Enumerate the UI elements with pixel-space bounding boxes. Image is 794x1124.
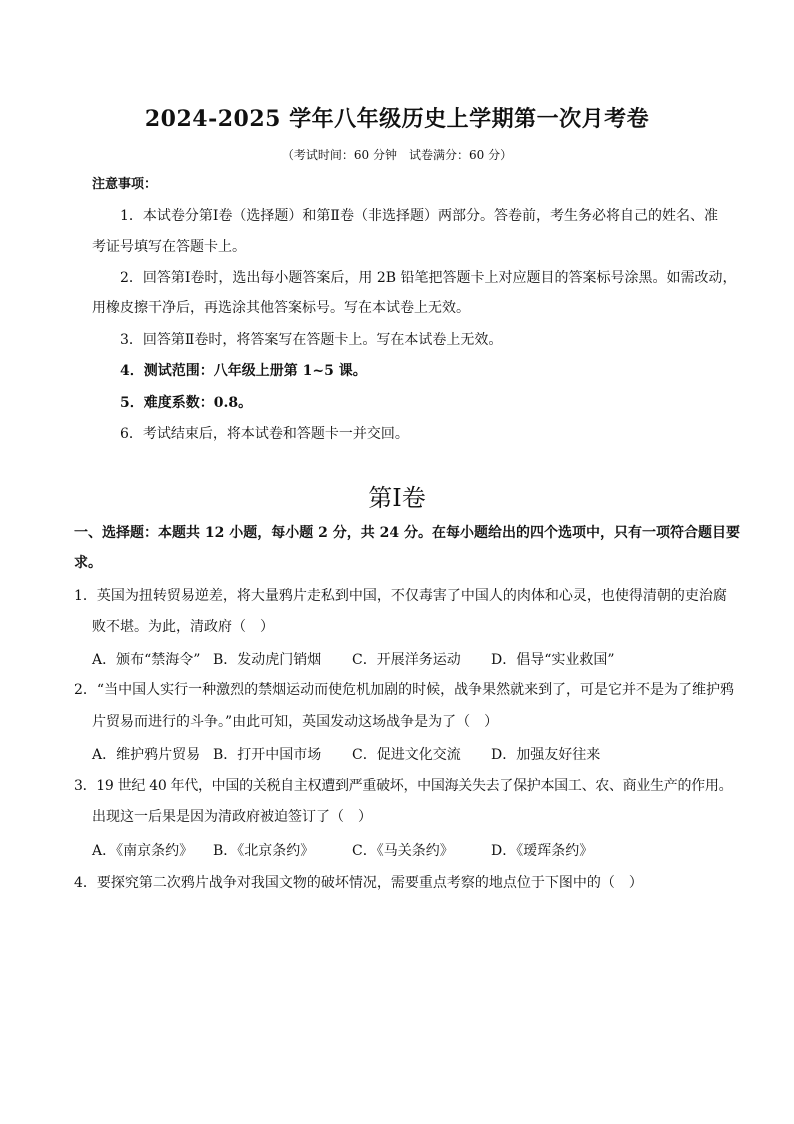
question-1-line-1: 1．英国为扭转贸易逆差，将大量鸦片走私到中国，不仅毒害了中国人的肉体和心灵，也使得清朝的吏治腐 <box>74 588 727 604</box>
notice-item-2-line-2: 用橡皮擦干净后，再选涂其他答案标号。写在本试卷上无效。 <box>92 300 470 316</box>
question-1-option-a: A．颁布“禁海令” <box>92 652 201 668</box>
exam-subtitle: （考试时间：60 分钟 试卷满分：60 分） <box>281 148 513 162</box>
question-1-option-d: D．倡导“实业救国” <box>491 652 615 668</box>
notice-item-3: 3．回答第Ⅱ卷时，将答案写在答题卡上。写在本试卷上无效。 <box>120 332 503 348</box>
section-instruction-line-1: 一、选择题：本题共 12 小题，每小题 2 分，共 24 分。在每小题给出的四个选项中，只有一项符合题目要 <box>74 525 740 541</box>
question-1-line-2: 败不堪。为此，清政府（ ） <box>92 619 274 635</box>
question-3-line-1: 3．19 世纪 40 年代，中国的关税自主权遭到严重破坏，中国海关失去了保护本国工、农、商业生产的作用。 <box>74 778 733 794</box>
notice-heading: 注意事项： <box>92 177 158 192</box>
question-1-option-b: B．发动虎门销烟 <box>213 652 322 668</box>
section-instruction-line-2: 求。 <box>74 555 102 571</box>
question-2-option-b: B．打开中国市场 <box>213 747 322 763</box>
exam-title: 2024-2025 学年八年级历史上学期第一次月考卷 <box>144 106 650 132</box>
question-2-line-2: 片贸易而进行的斗争。”由此可知，英国发动这场战争是为了（ ） <box>92 714 499 730</box>
notice-item-6: 6．考试结束后，将本试卷和答题卡一并交回。 <box>120 426 409 442</box>
section-title: 第Ⅰ卷 <box>368 484 426 512</box>
question-4-line-1: 4．要探究第二次鸦片战争对我国文物的破坏情况，需要重点考察的地点位于下图中的（ ） <box>74 875 643 891</box>
question-3-option-b: B．《北京条约》 <box>213 843 315 859</box>
question-3-option-a: A．《南京条约》 <box>92 843 194 859</box>
notice-item-1-line-2: 考证号填写在答题卡上。 <box>92 239 246 255</box>
notice-item-4: 4．测试范围：八年级上册第 1~5 课。 <box>120 363 367 379</box>
notice-item-1-line-1: 1．本试卷分第Ⅰ卷（选择题）和第Ⅱ卷（非选择题）两部分。答卷前，考生务必将自己的姓名、准 <box>120 208 718 224</box>
question-2-option-a: A．维护鸦片贸易 <box>92 747 201 763</box>
question-1-option-c: C．开展洋务运动 <box>352 652 461 668</box>
notice-item-5: 5．难度系数：0.8。 <box>120 395 253 411</box>
question-2-option-c: C．促进文化交流 <box>352 747 461 763</box>
question-3-option-d: D．《瑷珲条约》 <box>491 843 594 859</box>
question-2-line-1: 2．“当中国人实行一种激烈的禁烟运动而使危机加剧的时候，战争果然就来到了，可是它并不是为了维护鸦 <box>74 682 735 698</box>
notice-item-2-line-1: 2．回答第Ⅰ卷时，选出每小题答案后，用 2B 铅笔把答题卡上对应题目的答案标号涂黑。如需改动， <box>120 270 737 286</box>
question-3-option-c: C．《马关条约》 <box>352 843 454 859</box>
question-2-option-d: D．加强友好往来 <box>491 747 601 763</box>
question-3-line-2: 出现这一后果是因为清政府被迫签订了（ ） <box>92 809 372 825</box>
